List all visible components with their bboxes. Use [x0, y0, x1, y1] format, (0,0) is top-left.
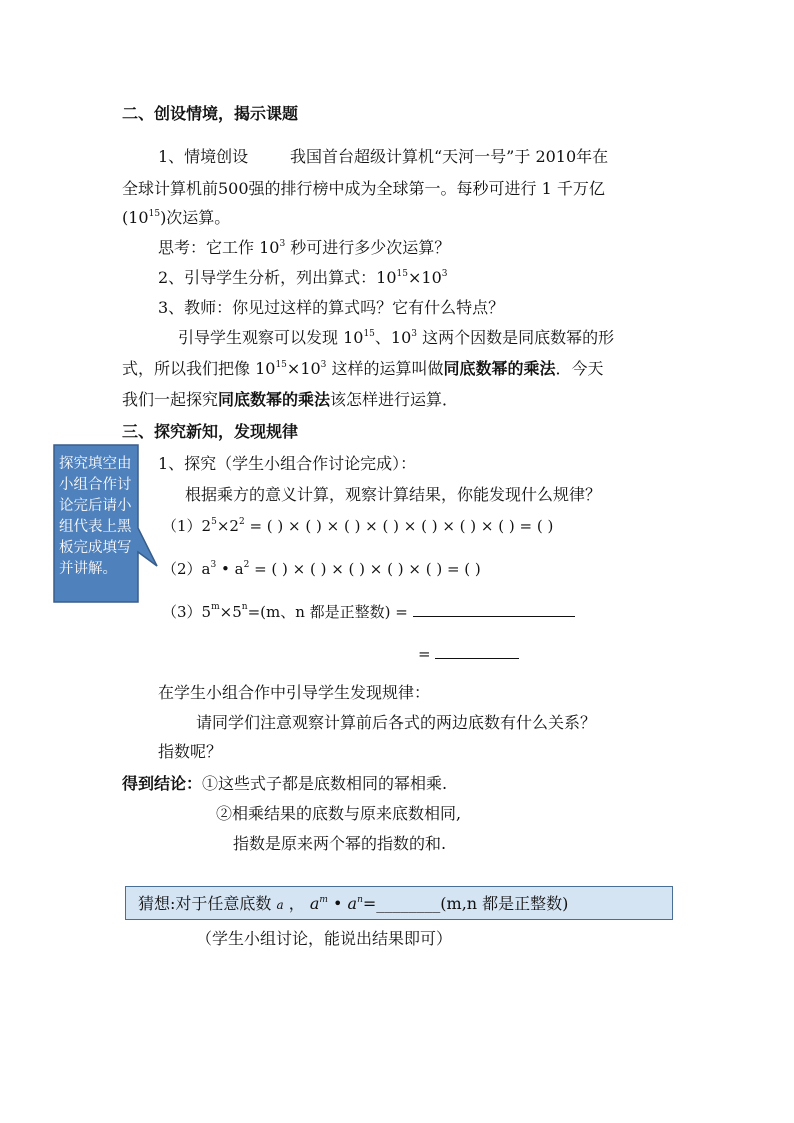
conjecture-text: 猜想:对于任意底数 a ， $a^m$ • $a^n=\_\_\_\_\_\_\_\_(m,n$ 都是正整数) — [138, 894, 569, 913]
section3-heading: 三、探究新知，发现规律 — [122, 422, 299, 441]
exercise-3-answer-blank-2[interactable] — [435, 642, 519, 659]
teacher-note-callout — [53, 444, 139, 602]
question-line2: 指数呢？ — [158, 742, 223, 761]
step2-formula: 2、引导学生分析，列出算式：$10^{15}\times 10^3$ — [158, 268, 448, 287]
situation-text-line2: 全球计算机前500强的排行榜中成为全球第一。每秒可进行 1 千万亿 — [122, 179, 605, 198]
exercise-2: $(2)a^3$ • $a^2$ = ( ) × ( ) × ( ) × ( ) × ( ) = ( ) — [162, 560, 481, 578]
exercise-3-line2: = — [418, 642, 519, 665]
guide-line: 在学生小组合作中引导学生发现规律： — [158, 683, 431, 702]
question-line1: 请同学们注意观察计算前后各式的两边底数有什么关系？ — [196, 713, 597, 732]
conclusion-label: 得到结论： — [122, 774, 203, 793]
explore-intro: 根据乘方的意义计算，观察计算结果，你能发现什么规律？ — [185, 485, 602, 504]
situation-label: 1、情境创设 — [158, 147, 249, 166]
guide-text-line3: 我们一起探究同底数幂的乘法该怎样进行运算． — [122, 390, 459, 409]
conclusion-line3: 指数是原来两个幂的指数的和. — [233, 834, 447, 853]
conclusion-line1: 得到结论：①这些式子都是底数相同的幂相乘. — [122, 774, 448, 793]
guide-text-line2: 式，所以我们把像 $10^{15}\times 10^3$ 这样的运算叫做同底数幂的乘法．今天 — [122, 359, 604, 378]
callout-text: 探究填空由小组合作讨论完后请小组代表上黑板完成填写并讲解。 — [59, 456, 132, 577]
discussion-note: （学生小组讨论，能说出结果即可） — [196, 929, 453, 948]
conclusion-line2: ②相乘结果的底数与原来底数相同, — [216, 804, 462, 823]
situation-text-line3: $(10^{15})$次运算。 — [122, 208, 231, 227]
step3-teacher: 3、教师：你见过这样的算式吗？它有什么特点？ — [158, 298, 505, 317]
exercise-3-answer-blank[interactable] — [413, 600, 575, 617]
exercise-3: $(3)5^m\times 5^n=(m$、n 都是正整数) = — [162, 600, 575, 623]
guide-text-line1: 引导学生观察可以发现 $10^{15}$、$10^3$ 这两个因数是同底数幂的形 — [178, 328, 615, 347]
conjecture-box — [125, 886, 673, 920]
think-question: 思考：它工作 $10^3$ 秒可进行多少次运算？ — [158, 238, 451, 257]
exercise-1: $(1)2^5\times 2^2$ = ( ) × ( ) × ( ) × ( ) × ( ) × ( ) × ( ) = ( ) — [162, 517, 554, 535]
situation-text-line1: 我国首台超级计算机“天河一号”于 2010年在 — [290, 147, 609, 166]
section2-heading: 二、创设情境，揭示课题 — [122, 104, 299, 123]
explore-label: 1、探究（学生小组合作讨论完成）： — [158, 454, 417, 473]
